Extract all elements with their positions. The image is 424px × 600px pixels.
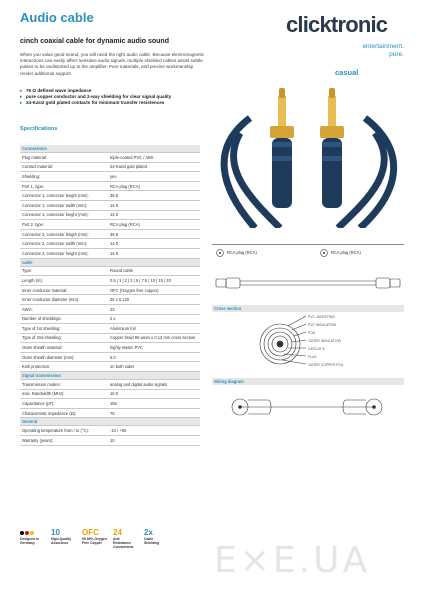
page-subtitle: cinch coaxial cable for dynamic audio sound (20, 38, 169, 45)
plug-label-left: RCA plug (RCA) (227, 250, 257, 255)
spec-section-title: Signal transmission (20, 372, 200, 380)
spec-value: 10 (108, 436, 200, 446)
spec-key: Port 1, type: (20, 181, 108, 191)
badge-value: 2x (144, 528, 153, 537)
spec-value: 39.8 (108, 229, 200, 239)
cross-section-heading: Cross section (212, 305, 404, 312)
spec-value: triple-coated PVC / ABS (108, 153, 200, 163)
spec-key: Plug material: (20, 153, 108, 163)
feature-item: ▸ 24-Karat gold plated contacts for minimum transfer resistences (20, 100, 210, 106)
germany-flag-icon (20, 531, 34, 535)
spec-value: 155 (108, 399, 200, 409)
spec-key: Kink protection: (20, 362, 108, 372)
badge-caption: High-Quality Assurance (51, 537, 72, 545)
spec-key: Connector 2, connector height (mm): (20, 248, 108, 258)
spec-row (20, 333, 200, 343)
badge-caption: 99.99% Oxygen Free Copper (82, 537, 107, 545)
spec-value: yes (108, 172, 200, 182)
drawing-rule (212, 244, 404, 245)
tagline-line-2: pure. (389, 51, 404, 58)
spec-row (20, 352, 200, 362)
feature-item: ▸ 75 Ω defined wave impedance (20, 88, 210, 94)
badge-caption: Anti Resistance Connections (113, 537, 134, 549)
spec-value: 14.0 (108, 239, 200, 249)
spec-row (20, 162, 200, 172)
feature-badge (51, 528, 76, 549)
cross-section-label: CIRCUIT A (308, 347, 325, 351)
cross-section-label: FOIL (308, 331, 316, 335)
spec-key: Characteristic impedance (Ω): (20, 408, 108, 418)
brand-tagline (362, 43, 404, 59)
spec-value: 25 x 0.120 (108, 295, 200, 305)
spec-row (20, 399, 200, 409)
spec-row (20, 295, 200, 305)
badge-caption: Cable Shielding (144, 537, 160, 545)
spec-row (20, 408, 200, 418)
spec-value: 14.0 (108, 210, 200, 220)
spec-key: Outer sheath material: (20, 343, 108, 353)
specifications-heading: Specifications (20, 126, 58, 132)
intro-text: When you value good sound, you will need the right audio cable. Because electromagnetic interactions can easily affect sensitive audio signals, multiple shielded cables assist subtle pulses to be undistorted up to the amplifier. Pure materials, and precise workmanship render additional support. (20, 52, 205, 76)
spec-section-title: cable (20, 258, 200, 266)
cross-section-label: OUTER COPPER FOIL (308, 363, 344, 367)
spec-value: Copper braid 96 wires x 0.12 mm cross section (108, 333, 200, 343)
spec-value: 24-Karat gold plated (108, 162, 200, 172)
spec-row (20, 181, 200, 191)
spec-key: AWG: (20, 304, 108, 314)
cross-section-label: OUTER INSULATION (308, 339, 341, 343)
spec-value: 2 x (108, 314, 200, 324)
feature-list (20, 88, 210, 107)
spec-key: Type of 1st shielding: (20, 324, 108, 334)
spec-value: -10 / +80 (108, 426, 200, 436)
spec-row (20, 314, 200, 324)
spec-section-header (20, 258, 200, 266)
product-image (210, 78, 404, 228)
spec-section-header (20, 372, 200, 380)
plug-label-right: RCA plug (RCA) (331, 250, 361, 255)
wiring-diagram-heading: Wiring diagram (212, 378, 404, 385)
spec-value: Round cable (108, 266, 200, 276)
page-title: Audio cable (20, 10, 94, 25)
badge-value: 10 (51, 528, 60, 537)
spec-row (20, 362, 200, 372)
spec-row (20, 172, 200, 182)
spec-row (20, 248, 200, 258)
tagline-line-1: entertainment. (362, 43, 404, 50)
rca-plug-symbol-right (320, 249, 330, 257)
spec-row (20, 304, 200, 314)
cable-drawing (214, 272, 402, 294)
spec-row (20, 276, 200, 286)
spec-row (20, 191, 200, 201)
spec-key: max. Bandwidth (MHz): (20, 389, 108, 399)
spec-value: 6.0 (108, 352, 200, 362)
spec-key: Inner conductor material: (20, 285, 108, 295)
spec-key: Warranty (years): (20, 436, 108, 446)
spec-row (20, 229, 200, 239)
cross-section-labels (308, 313, 344, 369)
spec-section-title: Connections (20, 145, 200, 153)
cable-loop (234, 133, 385, 228)
feature-badges (20, 528, 169, 549)
spec-value: Aluminium foil (108, 324, 200, 334)
spec-row (20, 220, 200, 230)
badge-value: 24 (113, 528, 122, 537)
badge-value (20, 528, 45, 537)
spec-key: Contact material: (20, 162, 108, 172)
spec-section-header (20, 418, 200, 426)
spec-row (20, 153, 200, 163)
spec-key: Type: (20, 266, 108, 276)
wiring-diagram (228, 392, 386, 422)
spec-key: Inner conductor diameter (mm): (20, 295, 108, 305)
spec-key: Operating temperature from / to (°C): (20, 426, 108, 436)
spec-key: Port 2, type: (20, 220, 108, 230)
spec-key: Shielding: (20, 172, 108, 182)
spec-value: RCA plug (RCA) (108, 220, 200, 230)
spec-row (20, 266, 200, 276)
rca-plug-symbol-left (216, 249, 226, 257)
specifications-table (20, 145, 200, 446)
feature-badge (20, 528, 45, 549)
rca-plug-right (320, 88, 344, 208)
spec-section-header (20, 145, 200, 153)
spec-value: 0.5 | 1 | 2 | 3 | 5 | 7.5 | 10 | 15 | 20 (108, 276, 200, 286)
spec-key: Connector 2, connector width (mm): (20, 239, 108, 249)
series-label: casual (335, 68, 359, 77)
spec-row (20, 324, 200, 334)
brand-logo: clicktronic (286, 12, 388, 37)
badge-caption: Designed in Germany (20, 537, 40, 545)
spec-row (20, 436, 200, 446)
feature-badge (113, 528, 138, 549)
spec-row (20, 426, 200, 436)
spec-value: 10.0 (108, 389, 200, 399)
spec-row (20, 239, 200, 249)
spec-key: Length (m): (20, 276, 108, 286)
spec-value: OFC (Oxygen free copper) (108, 285, 200, 295)
cross-section-label: PVC JACKETING (308, 315, 335, 319)
spec-value: analog and digital audio signals (108, 380, 200, 390)
spec-value: highly elastic PVC (108, 343, 200, 353)
spec-value: 75 (108, 408, 200, 418)
watermark: E×E.UA (214, 540, 371, 581)
spec-key: Outer sheath diameter (mm): (20, 352, 108, 362)
spec-value: 23 (108, 304, 200, 314)
spec-value: 14.0 (108, 248, 200, 258)
cross-section-label: PVC INSULATION (308, 323, 337, 327)
spec-row (20, 285, 200, 295)
spec-section-title: General (20, 418, 200, 426)
rca-plug-left (270, 88, 294, 208)
spec-key: Connector 1, connector width (mm): (20, 200, 108, 210)
spec-key: Connector 2, connector length (mm): (20, 229, 108, 239)
spec-value: on both sides (108, 362, 200, 372)
spec-value: 14.0 (108, 200, 200, 210)
cross-section-label: FLUX (308, 355, 317, 359)
spec-value: RCA plug (RCA) (108, 181, 200, 191)
spec-row (20, 210, 200, 220)
feature-item: ▸ pure copper conductor and 2-way shielding for clear signal quality (20, 94, 210, 100)
spec-key: Transmission modes: (20, 380, 108, 390)
spec-row (20, 343, 200, 353)
spec-key: Connector 1, connector length (mm): (20, 191, 108, 201)
spec-row (20, 380, 200, 390)
feature-badge (144, 528, 169, 549)
spec-key: Type of 2nd shielding: (20, 333, 108, 343)
spec-key: Capacitance (pF): (20, 399, 108, 409)
spec-row (20, 200, 200, 210)
spec-value: 39.8 (108, 191, 200, 201)
spec-key: Number of shieldings: (20, 314, 108, 324)
feature-badge (82, 528, 107, 549)
badge-value: OFC (82, 528, 99, 537)
spec-key: Connector 1, connector height (mm): (20, 210, 108, 220)
spec-row (20, 389, 200, 399)
